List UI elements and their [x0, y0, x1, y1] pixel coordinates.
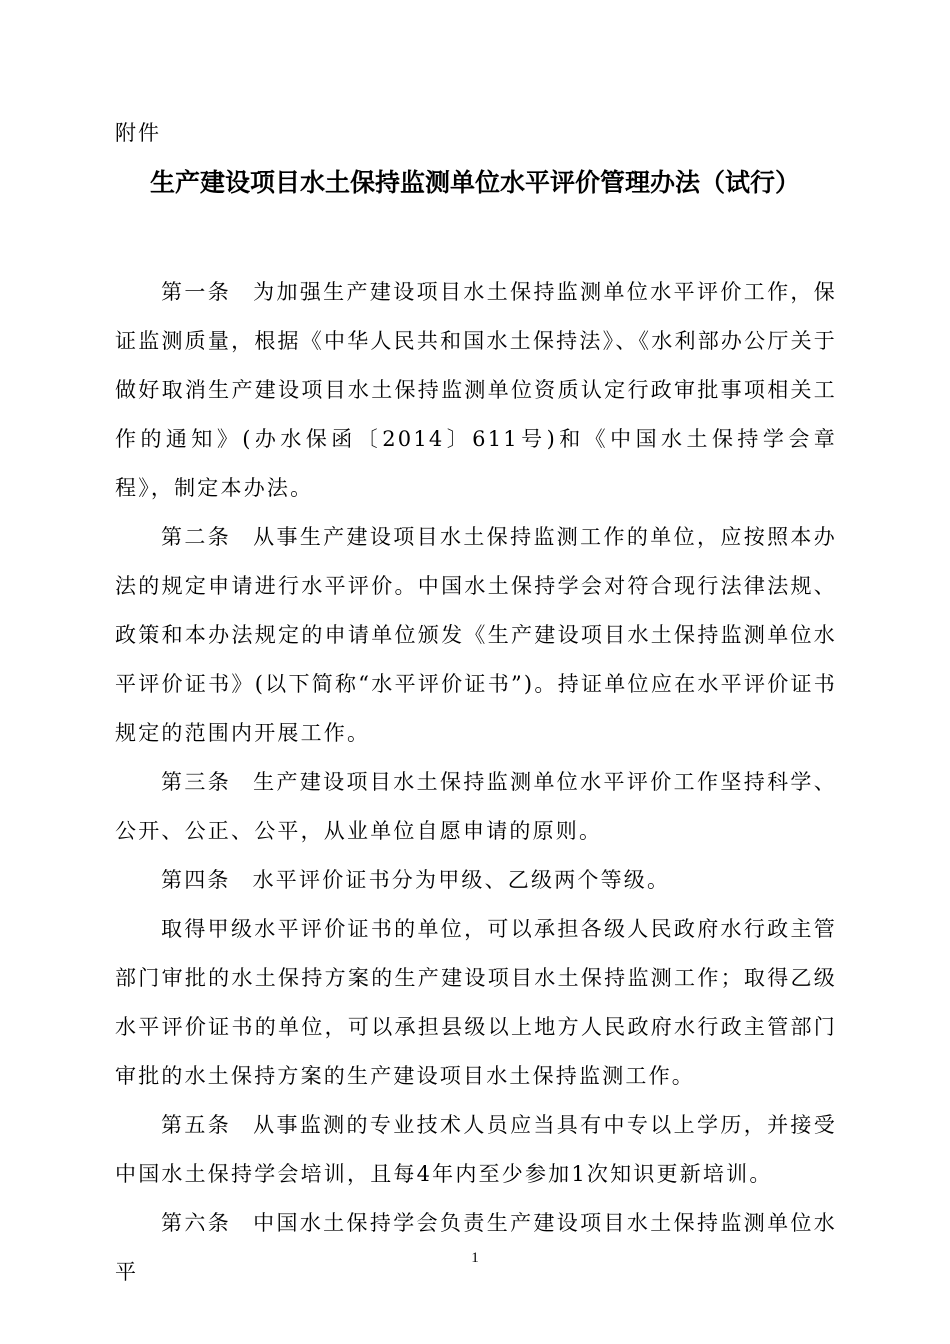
article-text: 生产建设项目水土保持监测单位水平评价工作坚持科学、公开、公正、公平，从业单位自愿申请的原则。 [115, 770, 837, 843]
article-text: 中国水土保持学会负责生产建设项目水土保持监测单位水平 [115, 1211, 837, 1284]
article-label: 第三条 [161, 770, 232, 794]
article-text: 为加强生产建设项目水土保持监测单位水平评价工作，保证监测质量，根据《中华人民共和国水土保持法》、《水利部办公厅关于做好取消生产建设项目水土保持监测单位资质认定行政审批事项相关工作的通知》(办水保函〔2014〕611号)和《中国水土保持学会章程》，制定本办法。 [115, 280, 837, 500]
article-1 [115, 268, 837, 513]
article-label: 第一条 [161, 280, 232, 304]
article-2 [115, 513, 837, 758]
document-title: 生产建设项目水土保持监测单位水平评价管理办法（试行） [149, 168, 800, 197]
article-4-continuation [115, 905, 837, 1101]
article-label: 第五条 [161, 1113, 232, 1137]
article-label: 第二条 [161, 525, 232, 549]
attachment-label: 附件 [115, 121, 161, 145]
article-6 [115, 1199, 837, 1297]
article-3 [115, 758, 837, 856]
article-4 [115, 856, 837, 905]
article-text: 从事生产建设项目水土保持监测工作的单位，应按照本办法的规定申请进行水平评价。中国水土保持学会对符合现行法律法规、政策和本办法规定的申请单位颁发《生产建设项目水土保持监测单位水平评价证书》(以下简称“水平评价证书”)。持证单位应在水平评价证书规定的范围内开展工作。 [115, 525, 837, 745]
page-number: 1 [471, 1250, 479, 1266]
document-body [115, 268, 837, 1297]
article-text: 从事监测的专业技术人员应当具有中专以上学历，并接受中国水土保持学会培训，且每4年内至少参加1次知识更新培训。 [115, 1113, 837, 1186]
article-label: 第六条 [161, 1211, 232, 1235]
article-text: 取得甲级水平评价证书的单位，可以承担各级人民政府水行政主管部门审批的水土保持方案的生产建设项目水土保持监测工作；取得乙级水平评价证书的单位，可以承担县级以上地方人民政府水行政主管部门审批的水土保持方案的生产建设项目水土保持监测工作。 [115, 917, 837, 1088]
article-text: 水平评价证书分为甲级、乙级两个等级。 [252, 868, 671, 892]
article-5 [115, 1101, 837, 1199]
article-label: 第四条 [161, 868, 231, 892]
